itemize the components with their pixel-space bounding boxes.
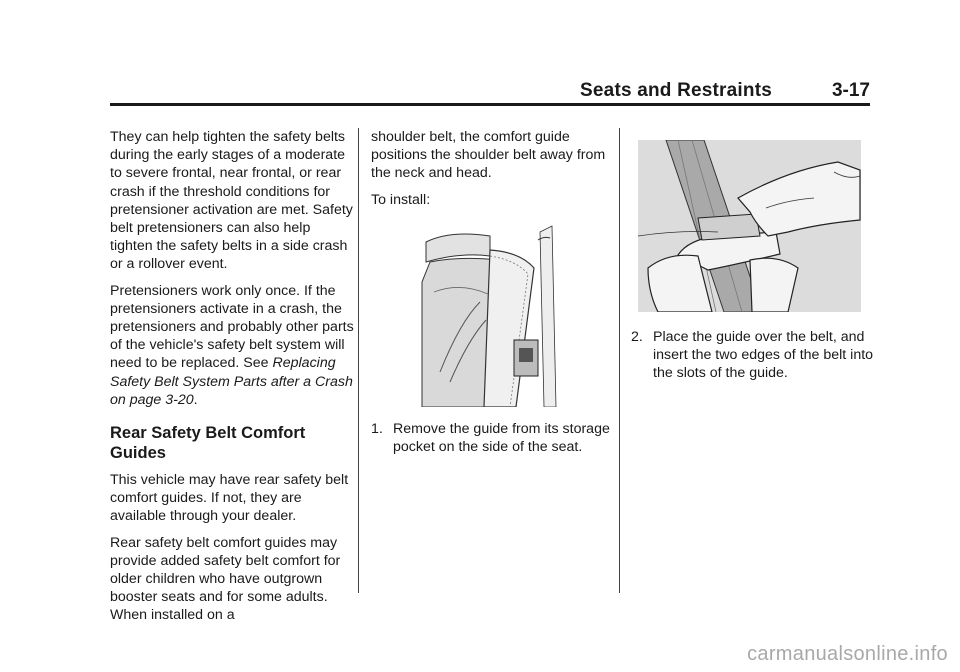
belt-guide-illustration	[638, 140, 861, 312]
column-2	[371, 128, 606, 217]
paragraph: To install:	[371, 191, 431, 208]
column-divider	[619, 128, 620, 593]
seat-guide-illustration	[420, 222, 558, 407]
page-header	[110, 80, 870, 104]
page-number: 3-17	[831, 80, 870, 101]
paragraph: shoulder belt, the comfort guide positions the shoulder belt away from the neck and head.	[371, 129, 606, 182]
watermark: carmanualsonline.info	[747, 643, 948, 665]
cross-reference-link[interactable]: Replacing Safety Belt System Parts after a Crash on page 3-20	[110, 355, 353, 408]
step-number: 2.	[631, 329, 643, 345]
section-heading: Rear Safety Belt Comfort Guides	[110, 424, 306, 463]
paragraph: Pretensioners work only once. If the pretensioners activate in a crash, the pretensioners and probably other parts of the vehicle's safety belt system will need to be replaced. See Replacing Safety Belt System Parts after a Crash on page 3-20.	[110, 282, 354, 408]
section-title: Seats and Restraints	[580, 80, 772, 101]
paragraph: They can help tighten the safety belts during the early stages of a moderate to severe frontal, near frontal, or rear crash if the threshold conditions for pretensioner activation are met. Safety belt pretensioners can also help tighten the safety belts in a side crash or a rollover event.	[110, 129, 353, 273]
header-rule	[110, 103, 870, 106]
step-text: Place the guide over the belt, and insert the two edges of the belt into the slots of the guide.	[653, 329, 874, 382]
step-text: Remove the guide from its storage pocket on the side of the seat.	[393, 421, 610, 456]
paragraph: This vehicle may have rear safety belt comfort guides. If not, they are available through your dealer.	[110, 472, 349, 525]
column-1	[110, 128, 355, 633]
list-item	[631, 328, 888, 383]
column-divider	[358, 128, 359, 593]
paragraph: Rear safety belt comfort guides may provide added safety belt comfort for older children who have outgrown booster seats and for some adults. When installed on a	[110, 534, 341, 624]
step-number: 1.	[371, 421, 383, 437]
list-item	[371, 420, 628, 456]
